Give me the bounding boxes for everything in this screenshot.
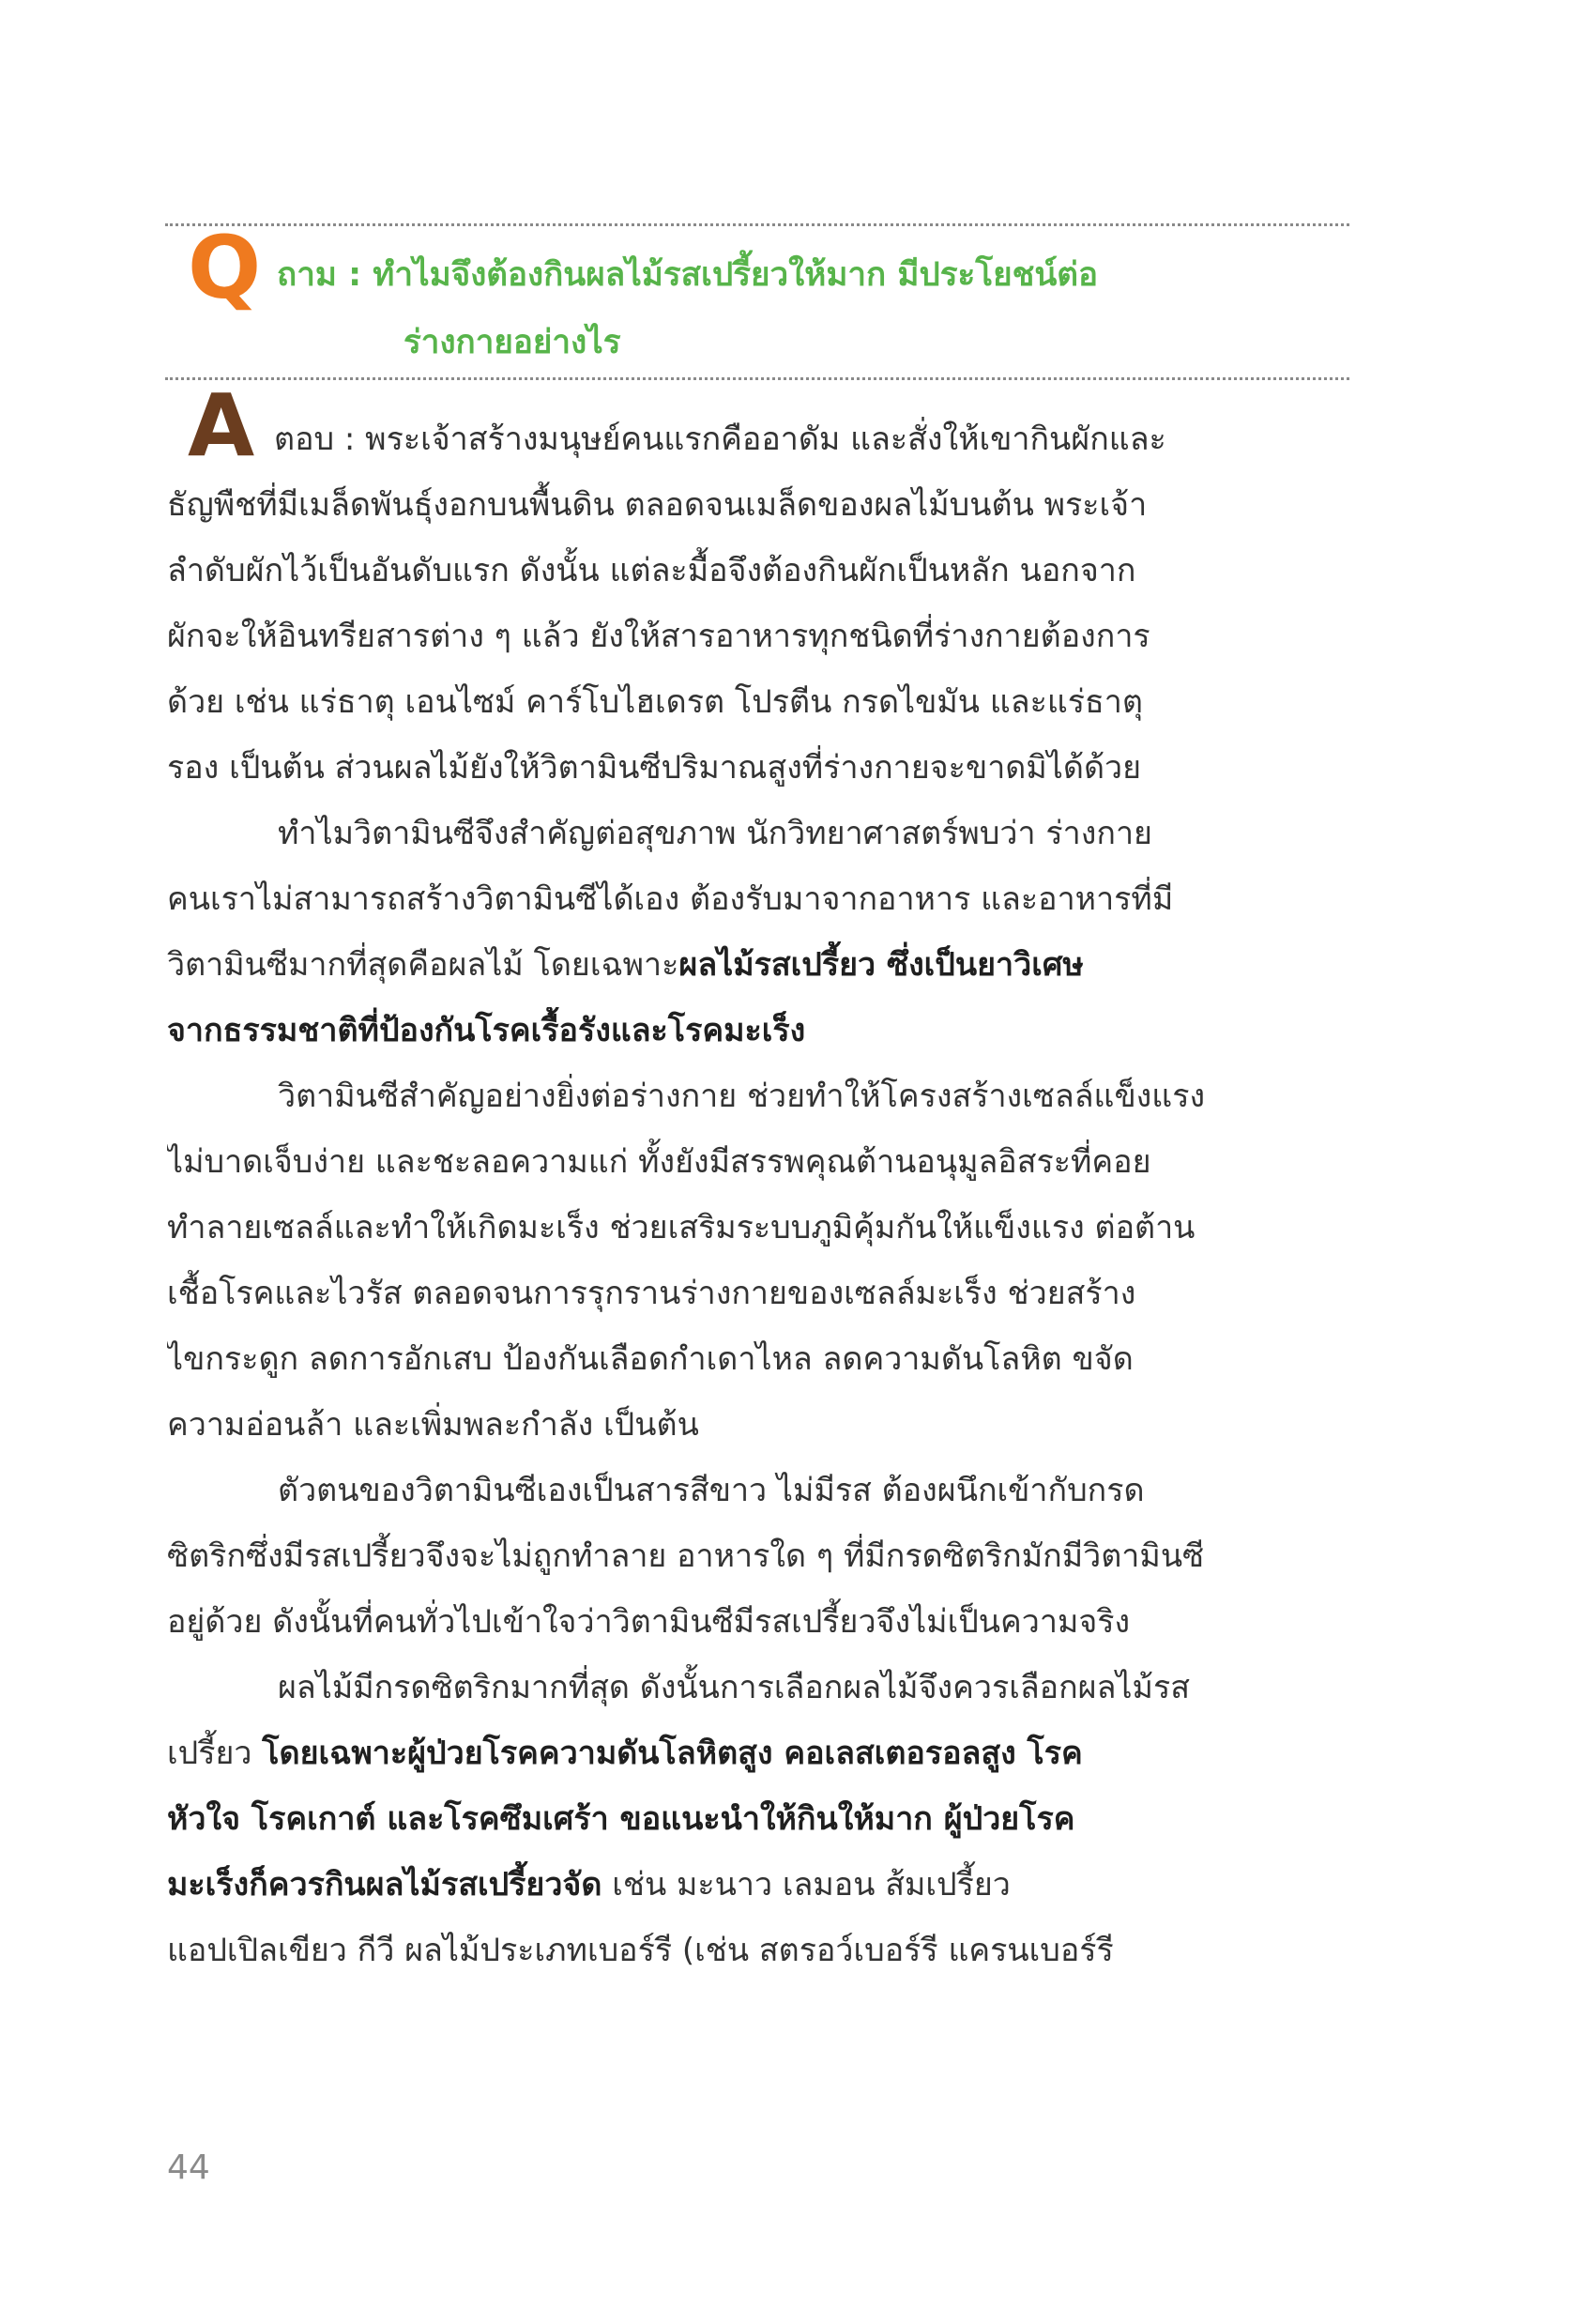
question-line-2: ร่างกายอย่างไร — [404, 324, 621, 361]
answer-line-2: ธัญพืชที่มีเมล็ดพันธุ์งอกบนพื้นดิน ตลอดจนเมล็ดของผลไม้บนต้น พระเจ้า — [167, 486, 1148, 524]
answer-line-1: ตอบ : พระเจ้าสร้างมนุษย์คนแรกคืออาดัม และสั่งให้เขากินผักและ — [274, 420, 1166, 458]
paragraph-2-line-4 — [167, 1007, 1348, 1054]
paragraph-3-line-2: ไม่บาดเจ็บง่าย และชะลอความแก่ ทั้งยังมีสรรพคุณต้านอนุมูลอิสระที่คอย — [167, 1143, 1151, 1181]
paragraph-5-line-2 — [167, 1730, 1348, 1777]
paragraph-5-line-4-normal: เช่น มะนาว เลมอน ส้มเปรี้ยว — [602, 1866, 1011, 1904]
paragraph-4-line-3: อยู่ด้วย ดังนั้นที่คนทั่วไปเข้าใจว่าวิตามินซีมีรสเปรี้ยวจึงไม่เป็นความจริง — [167, 1603, 1131, 1641]
paragraph-4-line-2: ซิตริกซึ่งมีรสเปรี้ยวจึงจะไม่ถูกทำลาย อาหารใด ๆ ที่มีกรดซิตริกมักมีวิตามินซี — [167, 1537, 1205, 1575]
paragraph-3-line-4: เชื้อโรคและไวรัส ตลอดจนการรุกรานร่างกายของเซลล์มะเร็ง ช่วยสร้าง — [167, 1275, 1136, 1312]
paragraph-3-line-3: ทำลายเซลล์และทำให้เกิดมะเร็ง ช่วยเสริมระบบภูมิคุ้มกันให้แข็งแรง ต่อต้าน — [167, 1209, 1196, 1246]
paragraph-5-line-2-bold: โดยเฉพาะผู้ป่วยโรคความดันโลหิตสูง คอเลสเตอรอลสูง โรค — [262, 1735, 1083, 1772]
top-dotted-divider — [165, 223, 1349, 226]
paragraph-5-line-4-bold: มะเร็งก็ควรกินผลไม้รสเปรี้ยวจัด — [167, 1866, 602, 1904]
paragraph-2-line-3-bold: ผลไม้รสเปรี้ยว ซึ่งเป็นยาวิเศษ — [678, 946, 1084, 984]
answer-line-3: ลำดับผักไว้เป็นอันดับแรก ดังนั้น แต่ละมื้อจึงต้องกินผักเป็นหลัก นอกจาก — [167, 552, 1136, 589]
paragraph-3-line-5: ไขกระดูก ลดการอักเสบ ป้องกันเลือดกำเดาไหล ลดความดันโลหิต ขจัด — [167, 1340, 1134, 1378]
paragraph-2-line-3 — [167, 941, 1348, 988]
paragraph-5-line-2-normal: เปรี้ยว — [167, 1735, 263, 1772]
bottom-dotted-divider — [165, 377, 1349, 380]
paragraph-3-line-1: วิตามินซีสำคัญอย่างยิ่งต่อร่างกาย ช่วยทำให้โครงสร้างเซลล์แข็งแรง — [278, 1078, 1206, 1115]
page-number: 44 — [167, 2148, 210, 2187]
paragraph-5-line-3-bold: หัวใจ โรคเกาต์ และโรคซึมเศร้า ขอแนะนำให้กินให้มาก ผู้ป่วยโรค — [167, 1800, 1075, 1838]
paragraph-5-line-4 — [167, 1861, 1348, 1908]
paragraph-4-line-1: ตัวตนของวิตามินซีเองเป็นสารสีขาว ไม่มีรส ต้องผนึกเข้ากับกรด — [278, 1472, 1145, 1509]
paragraph-2-line-2: คนเราไม่สามารถสร้างวิตามินซีได้เอง ต้องรับมาจากอาหาร และอาหารที่มี — [167, 880, 1174, 918]
paragraph-5-line-5: แอปเปิลเขียว กีวี ผลไม้ประเภทเบอร์รี (เช่น สตรอว์เบอร์รี แครนเบอร์รี — [167, 1932, 1114, 1969]
question-line-1: ถาม : ทำไมจึงต้องกินผลไม้รสเปรี้ยวให้มาก มีประโยชน์ต่อ — [277, 256, 1099, 294]
paragraph-2-line-4-bold: จากธรรมชาติที่ป้องกันโรคเรื้อรังและโรคมะเร็ง — [167, 1012, 806, 1049]
paragraph-5-line-1: ผลไม้มีกรดซิตริกมากที่สุด ดังนั้นการเลือกผลไม้จึงควรเลือกผลไม้รส — [278, 1669, 1190, 1706]
paragraph-2-line-1: ทำไมวิตามินซีจึงสำคัญต่อสุขภาพ นักวิทยาศาสตร์พบว่า ร่างกาย — [278, 815, 1152, 852]
question-marker: Q — [188, 218, 262, 318]
answer-line-4: ผักจะให้อินทรียสารต่าง ๆ แล้ว ยังให้สารอาหารทุกชนิดที่ร่างกายต้องการ — [167, 618, 1150, 655]
answer-marker: A — [188, 375, 255, 476]
answer-line-5: ด้วย เช่น แร่ธาตุ เอนไซม์ คาร์โบไฮเดรต โปรตีน กรดไขมัน และแร่ธาตุ — [167, 683, 1143, 721]
answer-line-6: รอง เป็นต้น ส่วนผลไม้ยังให้วิตามินซีปริมาณสูงที่ร่างกายจะขาดมิได้ด้วย — [167, 749, 1142, 787]
paragraph-3-line-6: ความอ่อนล้า และเพิ่มพละกำลัง เป็นต้น — [167, 1406, 699, 1444]
paragraph-5-line-3 — [167, 1796, 1348, 1842]
paragraph-2-line-3-normal: วิตามินซีมากที่สุดคือผลไม้ โดยเฉพาะ — [167, 946, 679, 984]
